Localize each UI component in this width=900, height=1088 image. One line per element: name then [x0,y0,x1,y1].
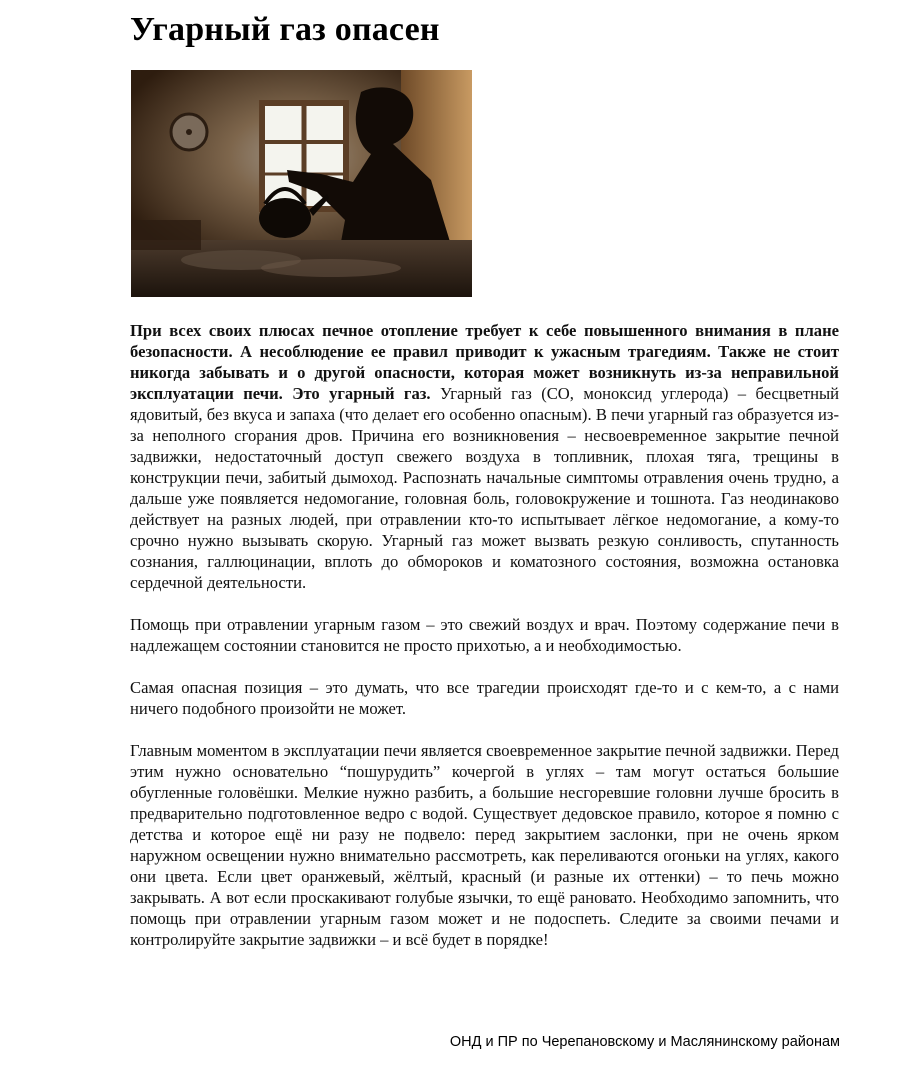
article-paragraph: Помощь при отравлении угарным газом – это свежий воздух и врач. Поэтому содержание печи в надлежащем состоянии становится не просто прихотью, а и необходимостью. [130,615,839,655]
page-title: Угарный газ опасен [130,11,440,48]
footer-signature: ОНД и ПР по Черепановскому и Маслянинскому районам [449,1034,840,1050]
article-paragraph: Главным моментом в эксплуатации печи является своевременное закрытие печной задвижки. Перед этим нужно основательно “пошурудить” кочергой в углях – там могут остаться большие обугленные головёшки. Мелкие нужно разбить, а большие несгоревшие головни лучше бросить в предварительно подготовленное ведро с водой. Существует дедовское правило, которое я помню с детства и которое ещё ни разу не подвело: перед закрытием заслонки, при не очень ярком наружном освещении нужно внимательно рассмотреть, как переливаются огоньки на углях, какого они цвета. Если цвет оранжевый, жёлтый, красный (и разные их оттенки) – то печь можно закрывать. А вот если проскакивают голубые язычки, то ещё рановато. Необходимо запомнить, что помощь при отравлении угарным газом может и не подоспеть. Следите за своими печами и контролируйте закрытие задвижки – и всё будет в порядке! [130,741,839,949]
article-body [130,320,839,971]
article-paragraph: Самая опасная позиция – это думать, что все трагедии происходят где-то и с кем-то, а с нами ничего подобного произойти не может. [130,678,839,718]
article-paragraph [130,320,839,593]
kettle-stove-photo [131,70,472,297]
lead-text: При всех своих плюсах печное отопление требует к себе повышенного внимания в плане безопасности. А несоблюдение ее правил приводит к ужасным трагедиям. Также не стоит никогда забывать и о другой опасности, которая может возникнуть из-за неправильной эксплуатации печи. Это угарный газ. [130,321,839,403]
paragraph-text: Угарный газ (СО, моноксид углерода) – бесцветный ядовитый, без вкуса и запаха (что делает его особенно опасным). В печи угарный газ образуется из-за неполного сгорания дров. Причина его возникновения – несвоевременное закрытие печной задвижки, недостаточный доступ свежего воздуха в топливник, плохая тяга, трещины в конструкции печи, забитый дымоход. Распознать начальные симптомы отравления очень трудно, а дальше уже появляется недомогание, головная боль, головокружение и тошнота. Газ неодинаково действует на разных людей, при отравлении кто-то испытывает лёгкое недомогание, а кому-то срочно нужно вызывать скорую. Угарный газ может вызвать резкую сонливость, спутанность сознания, галлюцинации, вплоть до обмороков и коматозного состояния, возможна остановка сердечной деятельности. [130,384,840,592]
